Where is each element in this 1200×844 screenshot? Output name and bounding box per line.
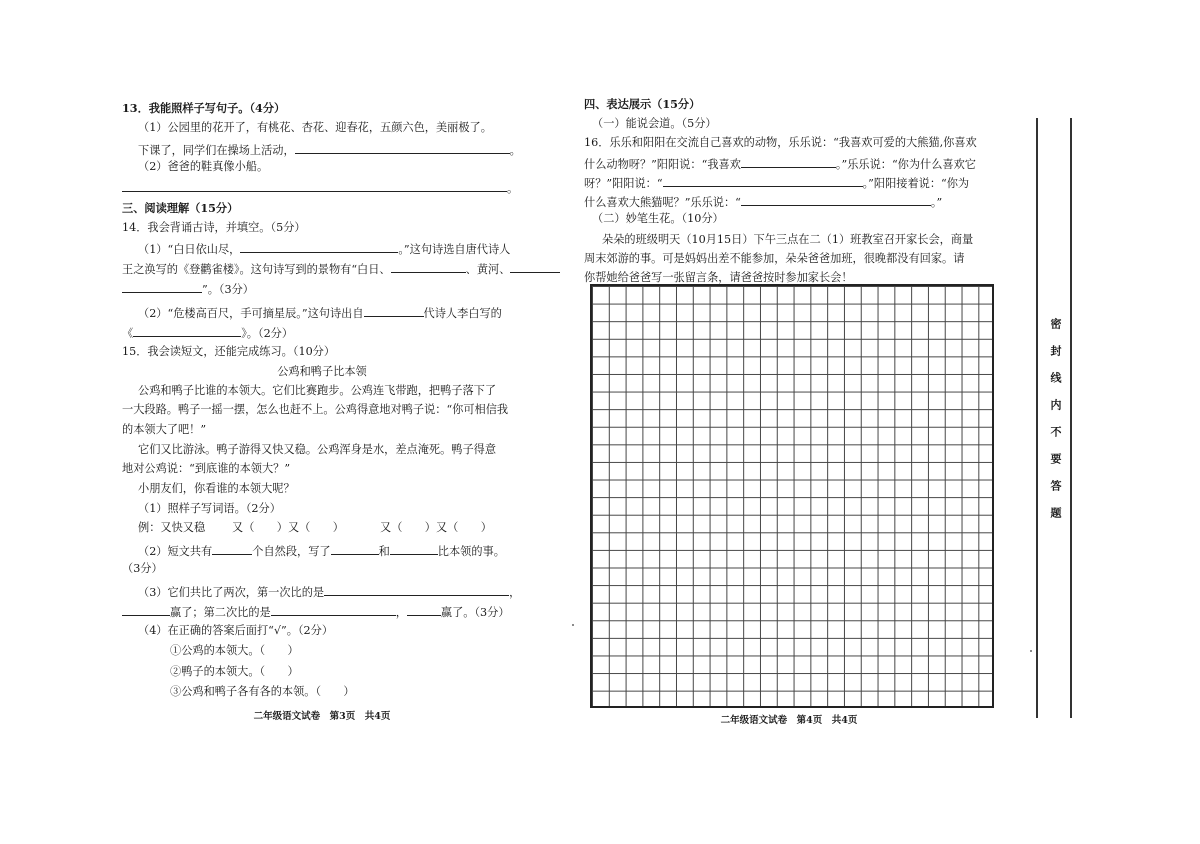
story-paragraph-1-line-3: 的本领大了吧！” <box>122 423 207 436</box>
question-13-title: 13．我能照样子写句子。（4分） <box>122 101 286 115</box>
part-1-title: （一）能说会道。（5分） <box>592 117 717 130</box>
story-title: 公鸡和鸭子比本领 <box>277 365 367 378</box>
story-paragraph-2-line-2: 地对公鸡说：“到底谁的本领大？” <box>122 462 291 475</box>
question-13-example: （1）公园里的花开了，有桃花、杏花、迎春花，五颜六色，美丽极了。 <box>138 121 492 134</box>
answer-blank[interactable] <box>240 241 398 253</box>
question-16-line-3: 呀？”阳阳说：“ 。”阳阳接着说：“你为 <box>584 177 970 190</box>
question-14-item1-line1: （1）“白日依山尽， 。”这句诗选自唐代诗人 <box>138 243 511 256</box>
question-13-item2-prompt: （2）爸爸的鞋真像小船。 <box>138 160 269 173</box>
binding-line-left <box>1036 118 1038 718</box>
question-15-sub3-line2: 赢了；第二次比的是 ， 赢了。（3分） <box>122 604 510 618</box>
story-paragraph-1-line-1: 公鸡和鸭子比谁的本领大。它们比赛跑步。公鸡连飞带跑，把鸭子落下了 <box>138 384 497 397</box>
question-14-title: 14．我会背诵古诗，并填空。（5分） <box>122 221 306 234</box>
question-15-sub3-line1: （3）它们共比了两次，第一次比的是 ， <box>138 586 521 599</box>
writing-prompt-line-3: 你帮她给爸爸写一张留言条，请爸爸按时参加家长会！ <box>584 271 853 284</box>
question-14-item2-line1: （2）“危楼高百尺，手可摘星辰。”这句诗出自 代诗人李白写的 <box>138 307 502 320</box>
word-blank-1[interactable]: 又（ ）又（ ） <box>232 521 344 534</box>
answer-blank[interactable] <box>122 281 202 293</box>
answer-option-1[interactable]: ①公鸡的本领大。（ ） <box>170 644 299 657</box>
question-14-item2-line2: 《 》。（2分） <box>122 327 294 340</box>
scan-speck <box>572 624 574 626</box>
answer-blank[interactable] <box>133 325 241 337</box>
page-footer: 二年级语文试卷 第3页 共4页 <box>253 711 391 722</box>
answer-blank[interactable] <box>364 305 424 317</box>
answer-blank[interactable] <box>295 142 510 154</box>
writing-prompt-line-1: 朵朵的班级明天（10月15日）下午三点在二（1）班教室召开家长会，商量 <box>602 233 974 246</box>
question-16-line-4: 什么喜欢大熊猫呢？”乐乐说：“ 。” <box>584 196 943 209</box>
word-blank-2[interactable]: 又（ ）又（ ） <box>380 521 492 534</box>
question-15-title: 15．我会读短文，还能完成练习。（10分） <box>122 345 336 358</box>
story-paragraph-3: 小朋友们，你看谁的本领大呢？ <box>138 482 295 495</box>
question-16-line-2: 什么动物呀？”阳阳说：“我喜欢 。”乐乐说：“你为什么喜欢它 <box>584 158 976 171</box>
answer-blank[interactable] <box>741 194 931 206</box>
question-15-sub2: （2）短文共有 个自然段，写了 和 比本领的事。 <box>138 545 505 558</box>
answer-blank[interactable] <box>510 261 560 273</box>
answer-blank[interactable] <box>271 604 396 616</box>
binding-line-right <box>1070 118 1072 718</box>
answer-option-2[interactable]: ②鸭子的本领大。（ ） <box>170 665 299 678</box>
page-footer: 二年级语文试卷 第4页 共4页 <box>720 715 858 726</box>
story-paragraph-1-line-2: 一大段路。鸭子一摇一摆，怎么也赶不上。公鸡得意地对鸭子说：“你可相信我 <box>122 403 509 416</box>
scan-speck <box>1030 650 1032 652</box>
answer-blank[interactable] <box>663 175 863 187</box>
exam-page-3 <box>0 0 580 844</box>
question-15-sub2-score: （3分） <box>122 562 163 575</box>
section-4-title: 四、表达展示（15分） <box>584 97 701 111</box>
question-15-sub4-title: （4）在正确的答案后面打“√”。（2分） <box>138 624 334 637</box>
binding-margin-notice: 密封线内不要答题 <box>1049 318 1062 534</box>
question-15-sub1-title: （1）照样子写词语。（2分） <box>138 502 281 515</box>
answer-blank[interactable] <box>741 156 836 168</box>
story-paragraph-2-line-1: 它们又比游泳。鸭子游得又快又稳。公鸡浑身是水，差点淹死。鸭子得意 <box>138 443 497 456</box>
writing-grid[interactable] <box>590 284 994 708</box>
section-3-title: 三、阅读理解（15分） <box>122 201 239 215</box>
answer-blank[interactable] <box>331 543 379 555</box>
answer-blank[interactable] <box>324 584 509 596</box>
question-15-sub1-example: 例：又快又稳 <box>138 521 206 534</box>
question-13-item2: 。 <box>122 180 518 194</box>
answer-blank[interactable] <box>122 180 507 192</box>
question-14-item1-line2: 王之涣写的《登鹳雀楼》。这句诗写到的景物有“白日、 、黄河、 <box>122 261 560 275</box>
question-16-line-1: 16．乐乐和阳阳在交流自己喜欢的动物，乐乐说：“我喜欢可爱的大熊猫,你喜欢 <box>584 136 977 149</box>
writing-prompt-line-2: 周末郊游的事。可是妈妈出差不能参加，朵朵爸爸加班，很晚都没有回家。请 <box>584 252 965 265</box>
answer-blank[interactable] <box>212 543 252 555</box>
answer-blank[interactable] <box>122 604 170 616</box>
part-2-title: （二）妙笔生花。（10分） <box>592 212 724 225</box>
question-13-item1: 下课了，同学们在操场上活动， 。 <box>138 144 521 157</box>
answer-blank[interactable] <box>390 543 438 555</box>
answer-blank[interactable] <box>407 604 441 616</box>
question-14-item1-line3: ”。（3分） <box>122 281 254 295</box>
answer-blank[interactable] <box>391 261 466 273</box>
answer-option-3[interactable]: ③公鸡和鸭子各有各的本领。（ ） <box>170 685 355 698</box>
